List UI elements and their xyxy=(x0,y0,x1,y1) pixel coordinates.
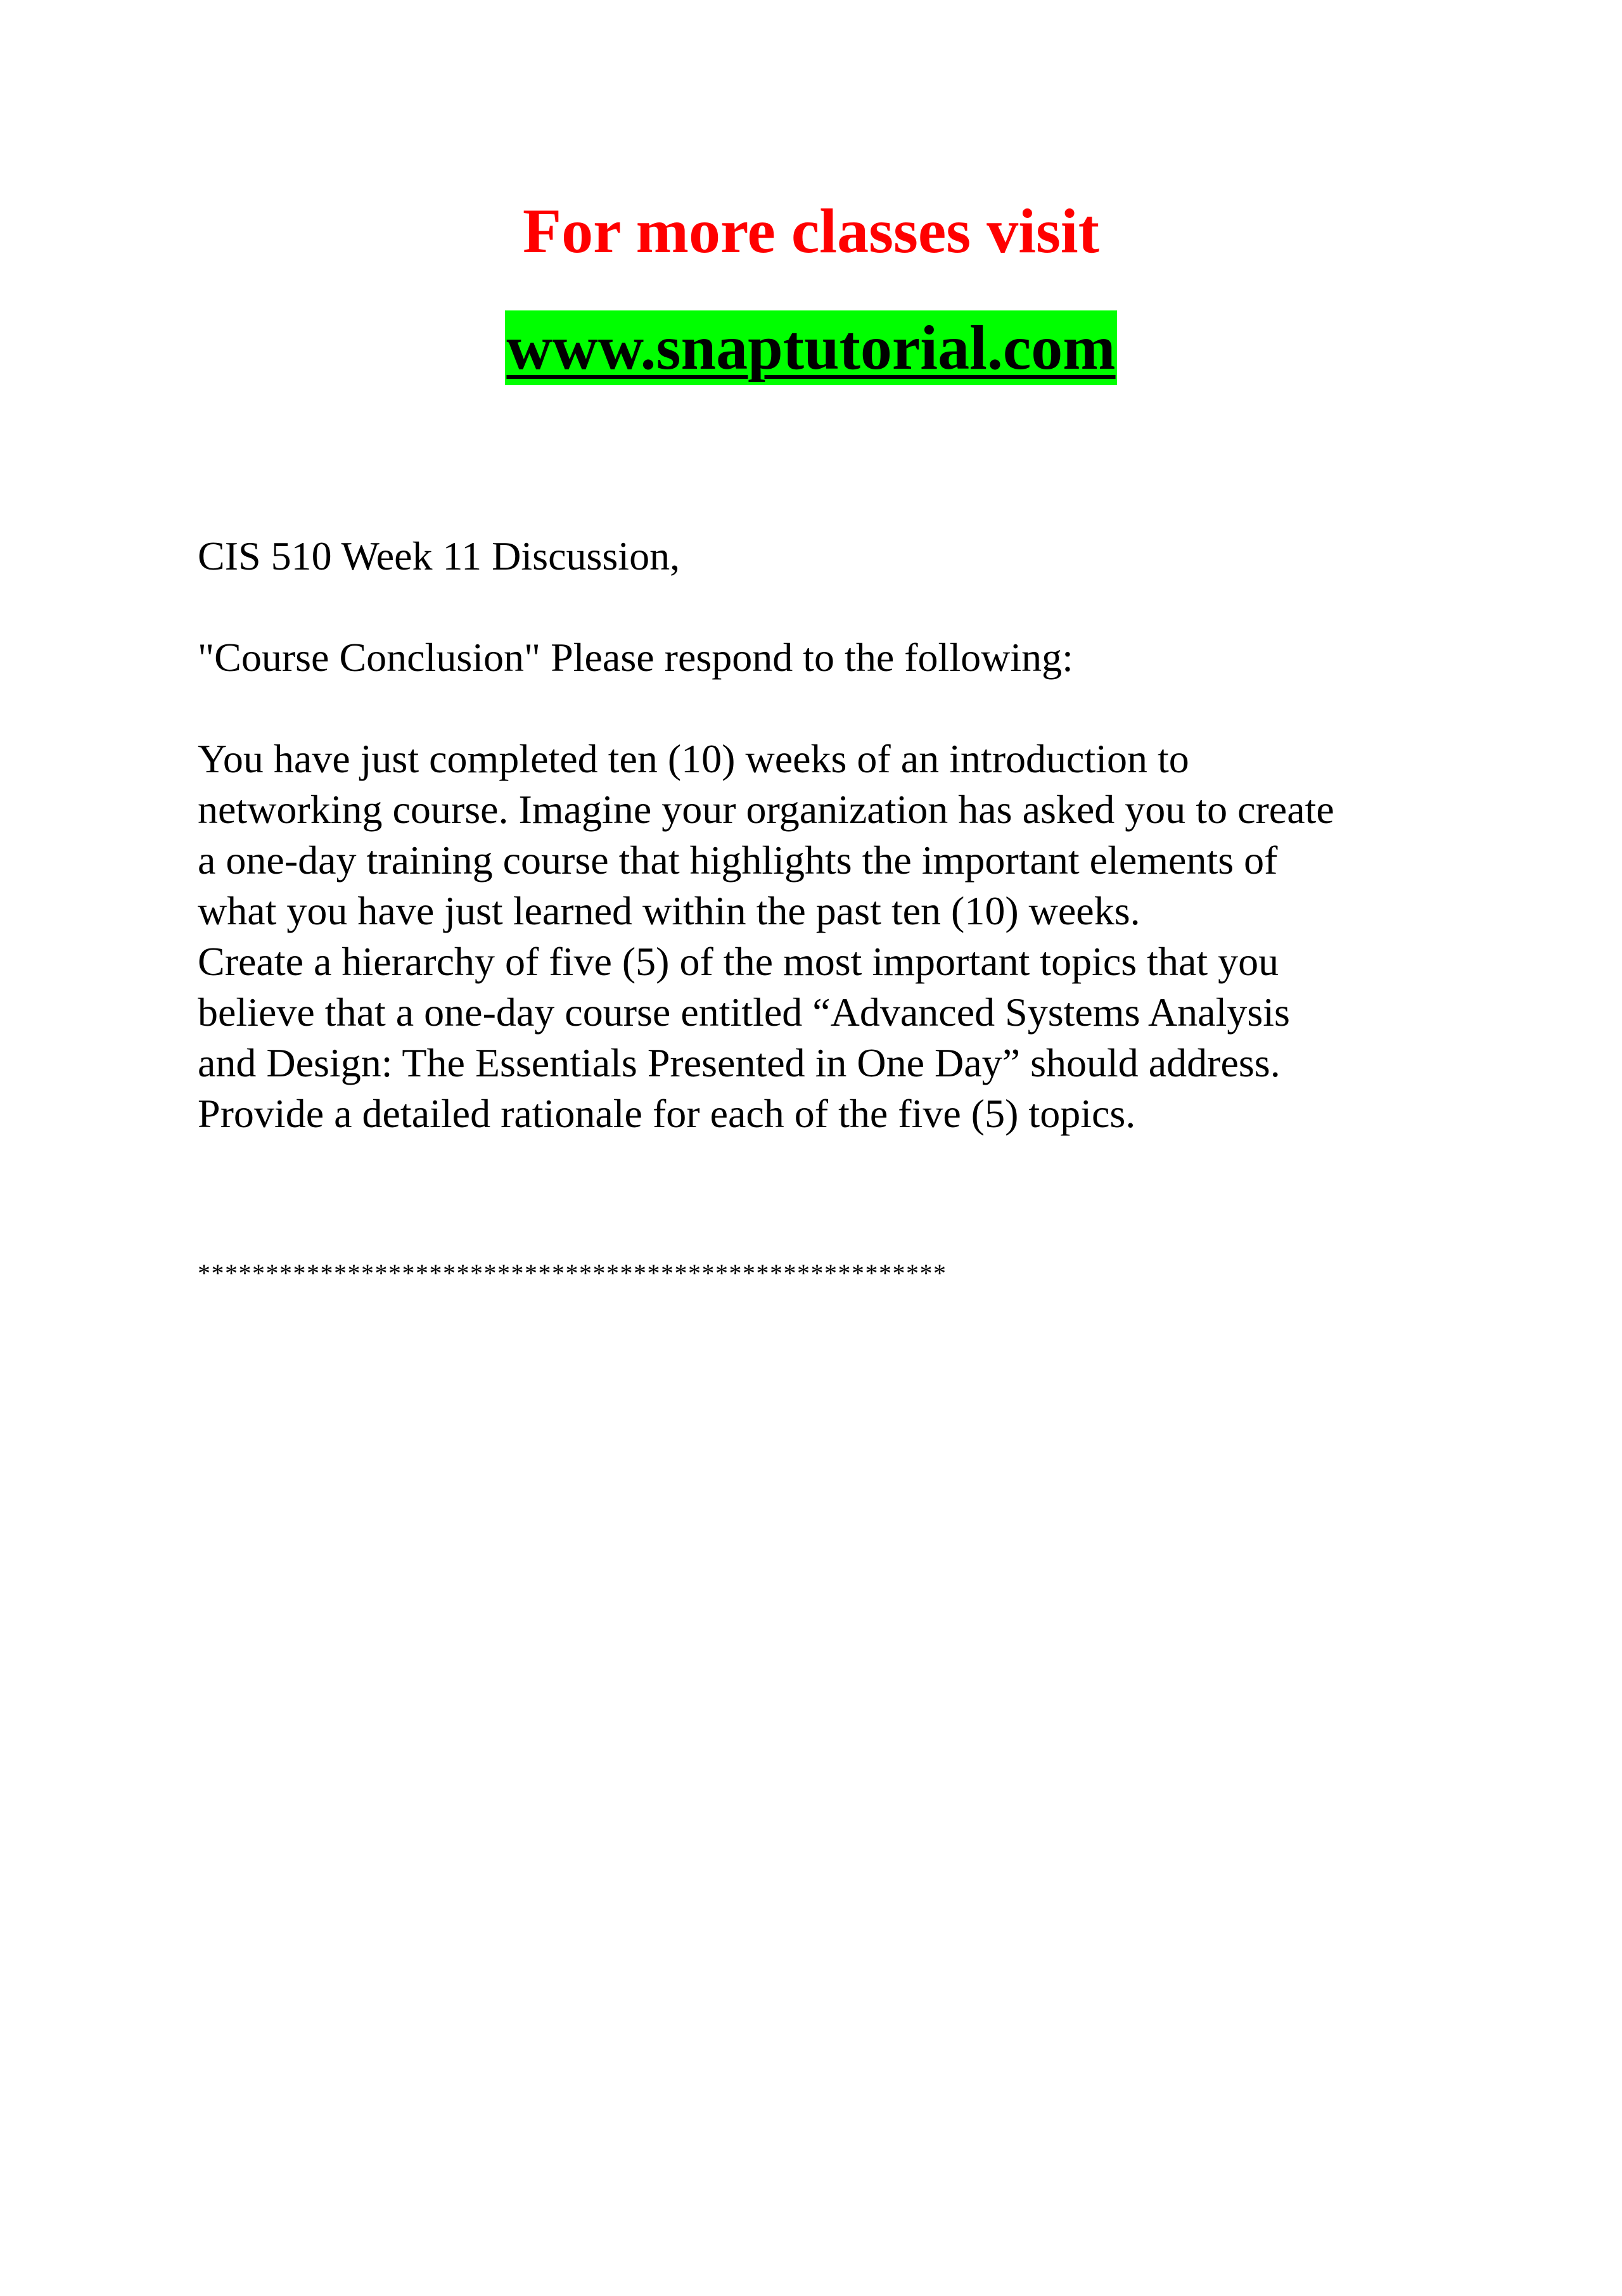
question-line: a one-day training course that highlights the important elements of xyxy=(198,838,1278,883)
question-line: You have just completed ten (10) weeks of an introduction to xyxy=(198,736,1189,781)
question-line: believe that a one-day course entitled “Advanced Systems Analysis xyxy=(198,990,1290,1035)
discussion-question xyxy=(198,734,1478,1139)
discussion-prompt: "Course Conclusion" Please respond to the following: xyxy=(198,635,1073,680)
question-line: and Design: The Essentials Presented in One Day” should address. xyxy=(198,1040,1280,1085)
question-line: Create a hierarchy of five (5) of the most important topics that you xyxy=(198,939,1279,984)
question-line: what you have just learned within the past ten (10) weeks. xyxy=(198,888,1140,933)
promo-title: For more classes visit xyxy=(522,196,1099,266)
discussion-heading: CIS 510 Week 11 Discussion, xyxy=(198,533,680,578)
asterisk-separator: ******************************************************* xyxy=(198,1259,947,1287)
question-line: Provide a detailed rationale for each of the five (5) topics. xyxy=(198,1091,1136,1136)
question-line: networking course. Imagine your organization has asked you to create xyxy=(198,787,1334,832)
promo-link-container xyxy=(0,310,1622,385)
promo-link[interactable]: www.snaptutorial.com xyxy=(505,310,1116,385)
